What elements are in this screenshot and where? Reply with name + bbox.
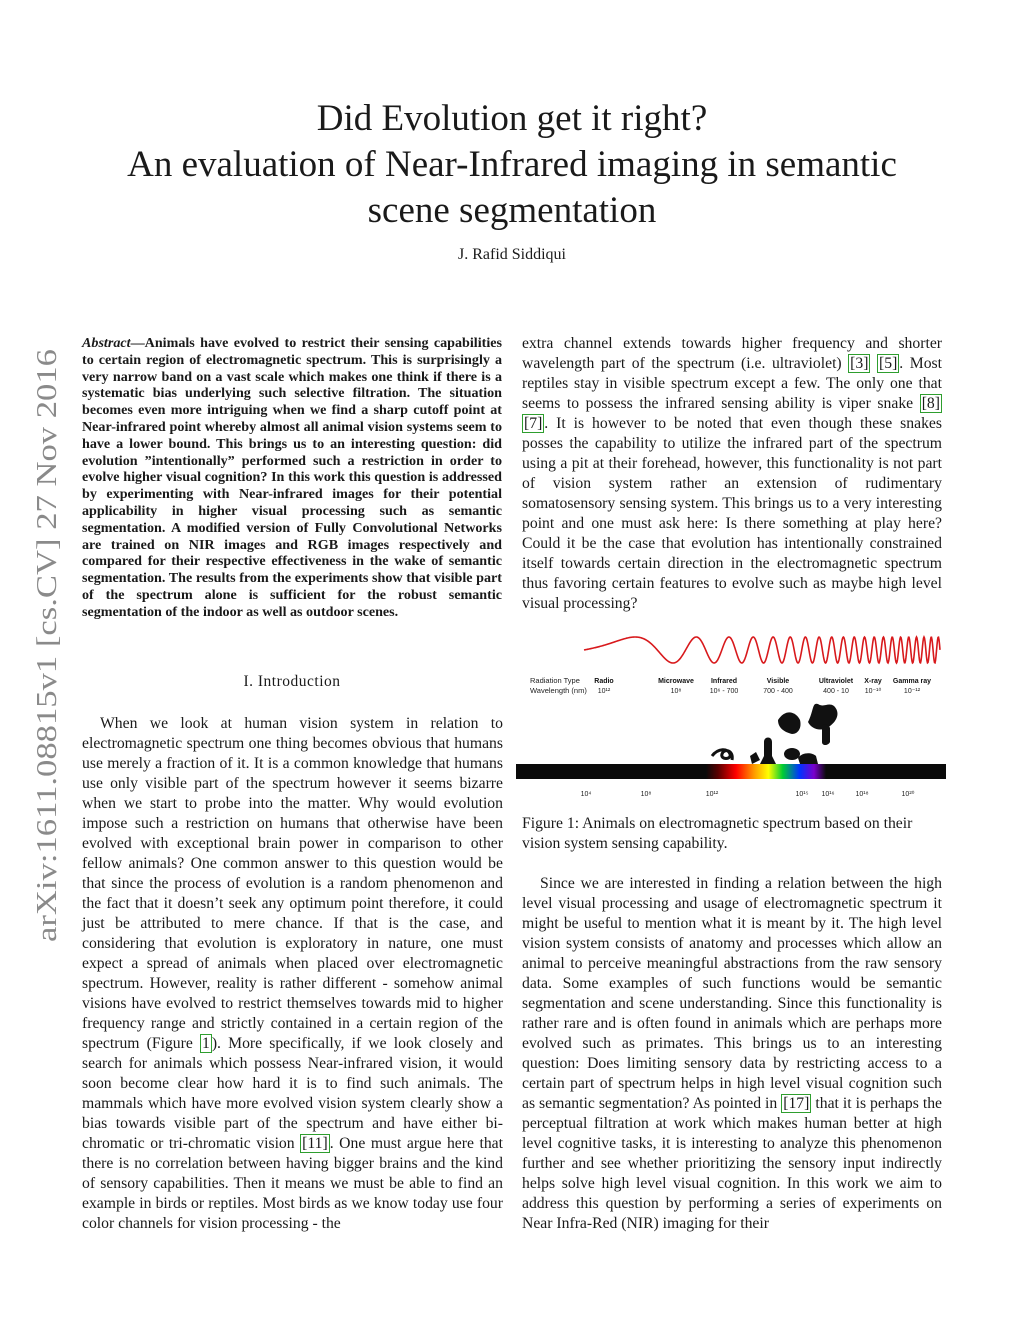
right-text-part-2: . Most reptiles stay in visible spectrum except a few. The only one that seems to possess the infrared sensing ability is viper snake — [522, 355, 942, 412]
bird-small-icon — [750, 752, 760, 764]
band-name-radio: Radio — [594, 678, 614, 685]
frequency-tick: 10⁸ — [640, 791, 652, 798]
hawk-icon — [778, 712, 801, 734]
band-name-gamma-ray: Gamma ray — [892, 678, 932, 685]
right-column-text-2 — [522, 874, 942, 1234]
band-name-infrared: Infrared — [710, 678, 738, 685]
figure-1-link[interactable]: 1 — [201, 1035, 210, 1052]
intro-text-part-1: When we look at human vision system in relation to electromagnetic spectrum one thing becomes obvious that humans use merely a fraction of it. It is a common knowledge that humans use only visible part of the spectrum however it seems bizarre when we start to probe into the matter. Why would evolution impose such a restriction on humans that otherwise have been evolved with exceptional brain power in comparison to other fellow animals? One common answer to this question would be that since the process of evolution is a random phenomenon and the fact that it doesn’t seek any optimum point therefore, it could just be attributed to mere chance. If that is the case, and considering that evolution is exploratory in nature, one must expect a spread of animals when placed over electromagnetic spectrum. However, reality is rather different - somehow animal visions have evolved to restrict themselves towards mid to higher frequency range and strictly contained in a certain region of the spectrum (Figure — [82, 715, 503, 1052]
band-labels — [594, 678, 931, 695]
right-text-part-4: Since we are interested in finding a relation between the high level visual processing and usage of electromagnetic spectrum it might be useful to mention what it is meant by it. The high level vision system consists of anatomy and processes which allow an animal to perceive meaningful abstractions from the raw sensory data. Some examples of such functions would be semantic segmentation and scene understanding. Since this functionality is rather rare and is often found in animals which are perhaps more evolved such as primates. This brings us to an interesting question: Does limiting sensory data by restricting access to a certain part of spectrum helps in high level visual cognition such as semantic segmentation? As pointed in — [522, 875, 942, 1112]
title-line-1: Did Evolution get it right? — [316, 98, 708, 139]
wavelength-visible: 700 - 400 — [763, 688, 793, 695]
frequency-tick: 10¹⁶ — [821, 791, 835, 798]
frequency-tick: 10⁴ — [580, 791, 592, 798]
citation-link-3[interactable]: [3] — [850, 355, 869, 372]
band-name-ultraviolet: Ultraviolet — [818, 678, 854, 685]
frequency-wave — [584, 637, 940, 663]
right-text-part-3: . It is however to be noted that even though these snakes posses the capability to utilize the infrared part of the spectrum using a pit at their forehead, however, this functionality is not part of vision system rather an extension of rudimentary somatosensory sensing system. This brings us to a very interesting point and one must ask here: Is there something at play here? Could it be the case that evolution has intentionally constrained itself towards certain direction in the electromagnetic spectrum thus favoring certain features to evolve such as maybe high level visual processing? — [522, 415, 942, 612]
figure-1-caption: Figure 1: Animals on electromagnetic spectrum based on their vision system sensing capability. — [522, 815, 913, 852]
figure-1-spectrum — [516, 630, 946, 806]
wavelength-gamma-ray: 10⁻¹² — [903, 688, 921, 695]
citation-link-11[interactable]: [11] — [302, 1135, 328, 1152]
animal-silhouettes — [712, 704, 837, 764]
human-icon — [760, 738, 776, 765]
frequency-tick: 10¹² — [705, 791, 719, 798]
arxiv-stamp — [20, 349, 68, 942]
intro-text-part-3: . One must argue here that there is no correlation between having bigger brains and the kind of sensory capabilities. Then it means we must be able to find an example in birds or reptiles. Most birds as we know today use four color channels for vision processing - the — [82, 1135, 504, 1232]
intro-text-part-2: ). More specifically, if we look closely and search for animals which possess Near-infrared vision, it would soon become clear how hard it is to find such animals. The mammals which have more evolved vision system clearly show a bias towards visible part of the spectrum and have either bi-chromatic or tri-chromatic vision — [82, 1035, 504, 1152]
frequency-tick: 10¹⁸ — [855, 791, 869, 798]
frequency-tick: 10¹⁵ — [795, 791, 809, 798]
citation-link-7[interactable]: [7] — [524, 415, 543, 432]
wavelength-radio: 10¹² — [597, 688, 611, 695]
right-text-part-1: extra channel extends towards higher frequency and shorter wavelength part of the spectrum (i.e. ultraviolet) — [522, 335, 942, 372]
cat-icon — [784, 748, 800, 760]
snake-icon — [712, 750, 732, 760]
wavelength-label: Wavelength (nm) — [530, 686, 587, 695]
wavelength-microwave: 10⁸ — [670, 688, 682, 695]
wavelength-xray: 10⁻¹⁰ — [864, 688, 882, 695]
visible-spectrum-gradient — [706, 764, 826, 779]
citation-link-17[interactable]: [17] — [783, 1095, 810, 1112]
wavelength-infrared: 10⁶ - 700 — [709, 688, 739, 695]
paper-title — [60, 96, 964, 234]
citation-link-5[interactable]: [5] — [879, 355, 898, 372]
arxiv-stamp-text: arXiv:1611.08815v1 [cs.CV] 27 Nov 2016 — [31, 445, 63, 942]
title-line-2: An evaluation of Near-Infrared imaging in semantic — [127, 144, 897, 185]
band-name-microwave: Microwave — [658, 678, 694, 685]
wavelength-ultraviolet: 400 - 10 — [823, 688, 849, 695]
right-text-part-5: that it is perhaps the perceptual filtration at work which makes human better at high level cognitive tasks, it is interesting to analyze this phenomenon further and see whether prioritizing the sensory input indirectly helps solve high level visual cognition. In this work we aim to address this question by performing a series of experiments on Near Infra-Red (NIR) imaging for their — [522, 1095, 943, 1232]
frequency-tick: 10²⁰ — [901, 791, 915, 798]
frequency-ticks — [581, 790, 915, 798]
author-name: J. Rafid Siddiqui — [457, 246, 566, 263]
introduction-text — [82, 714, 503, 1234]
title-line-3: scene segmentation — [367, 190, 657, 231]
abstract — [82, 335, 502, 621]
radiation-type-label: Radiation Type — [530, 676, 580, 685]
abstract-text: Animals have evolved to restrict their sensing capabilities to certain region of electromagnetic spectrum. This is surprisingly a very narrow band on a vast scale which makes one think if there is a systematic bias underlying such selective filtration. The situation becomes even more intriguing when we find a sharp cutoff point at Near-infrared point whereby almost all animal vision systems seem to have a lower bound. This brings us to an interesting question: did evolution ”intentionally” performed such a restriction in order to evolve higher visual cognition? In this work this question is addressed by experimenting with Near-infrared images for their potential applicability in higher visual processing such as semantic segmentation. A modified version of Fully Convolutional Networks are trained on NIR images and RGB images respectively and compared for their respective effectiveness in the wake of semantic segmentation. The results from the experiments show that visible part of the spectrum alone is sufficient for the robust semantic segmentation of the indoor as well as outdoor scenes. — [82, 335, 502, 620]
band-name-visible: Visible — [766, 678, 790, 685]
section-heading-introduction: I. Introduction — [243, 673, 341, 690]
abstract-lead: Abstract — [82, 335, 131, 351]
dog-icon — [798, 753, 818, 764]
owl-icon — [822, 724, 830, 745]
band-name-xray: X-ray — [864, 678, 882, 685]
right-column-text-1 — [522, 334, 942, 614]
citation-link-8[interactable]: [8] — [921, 395, 940, 412]
abstract-dash: — — [130, 335, 145, 351]
